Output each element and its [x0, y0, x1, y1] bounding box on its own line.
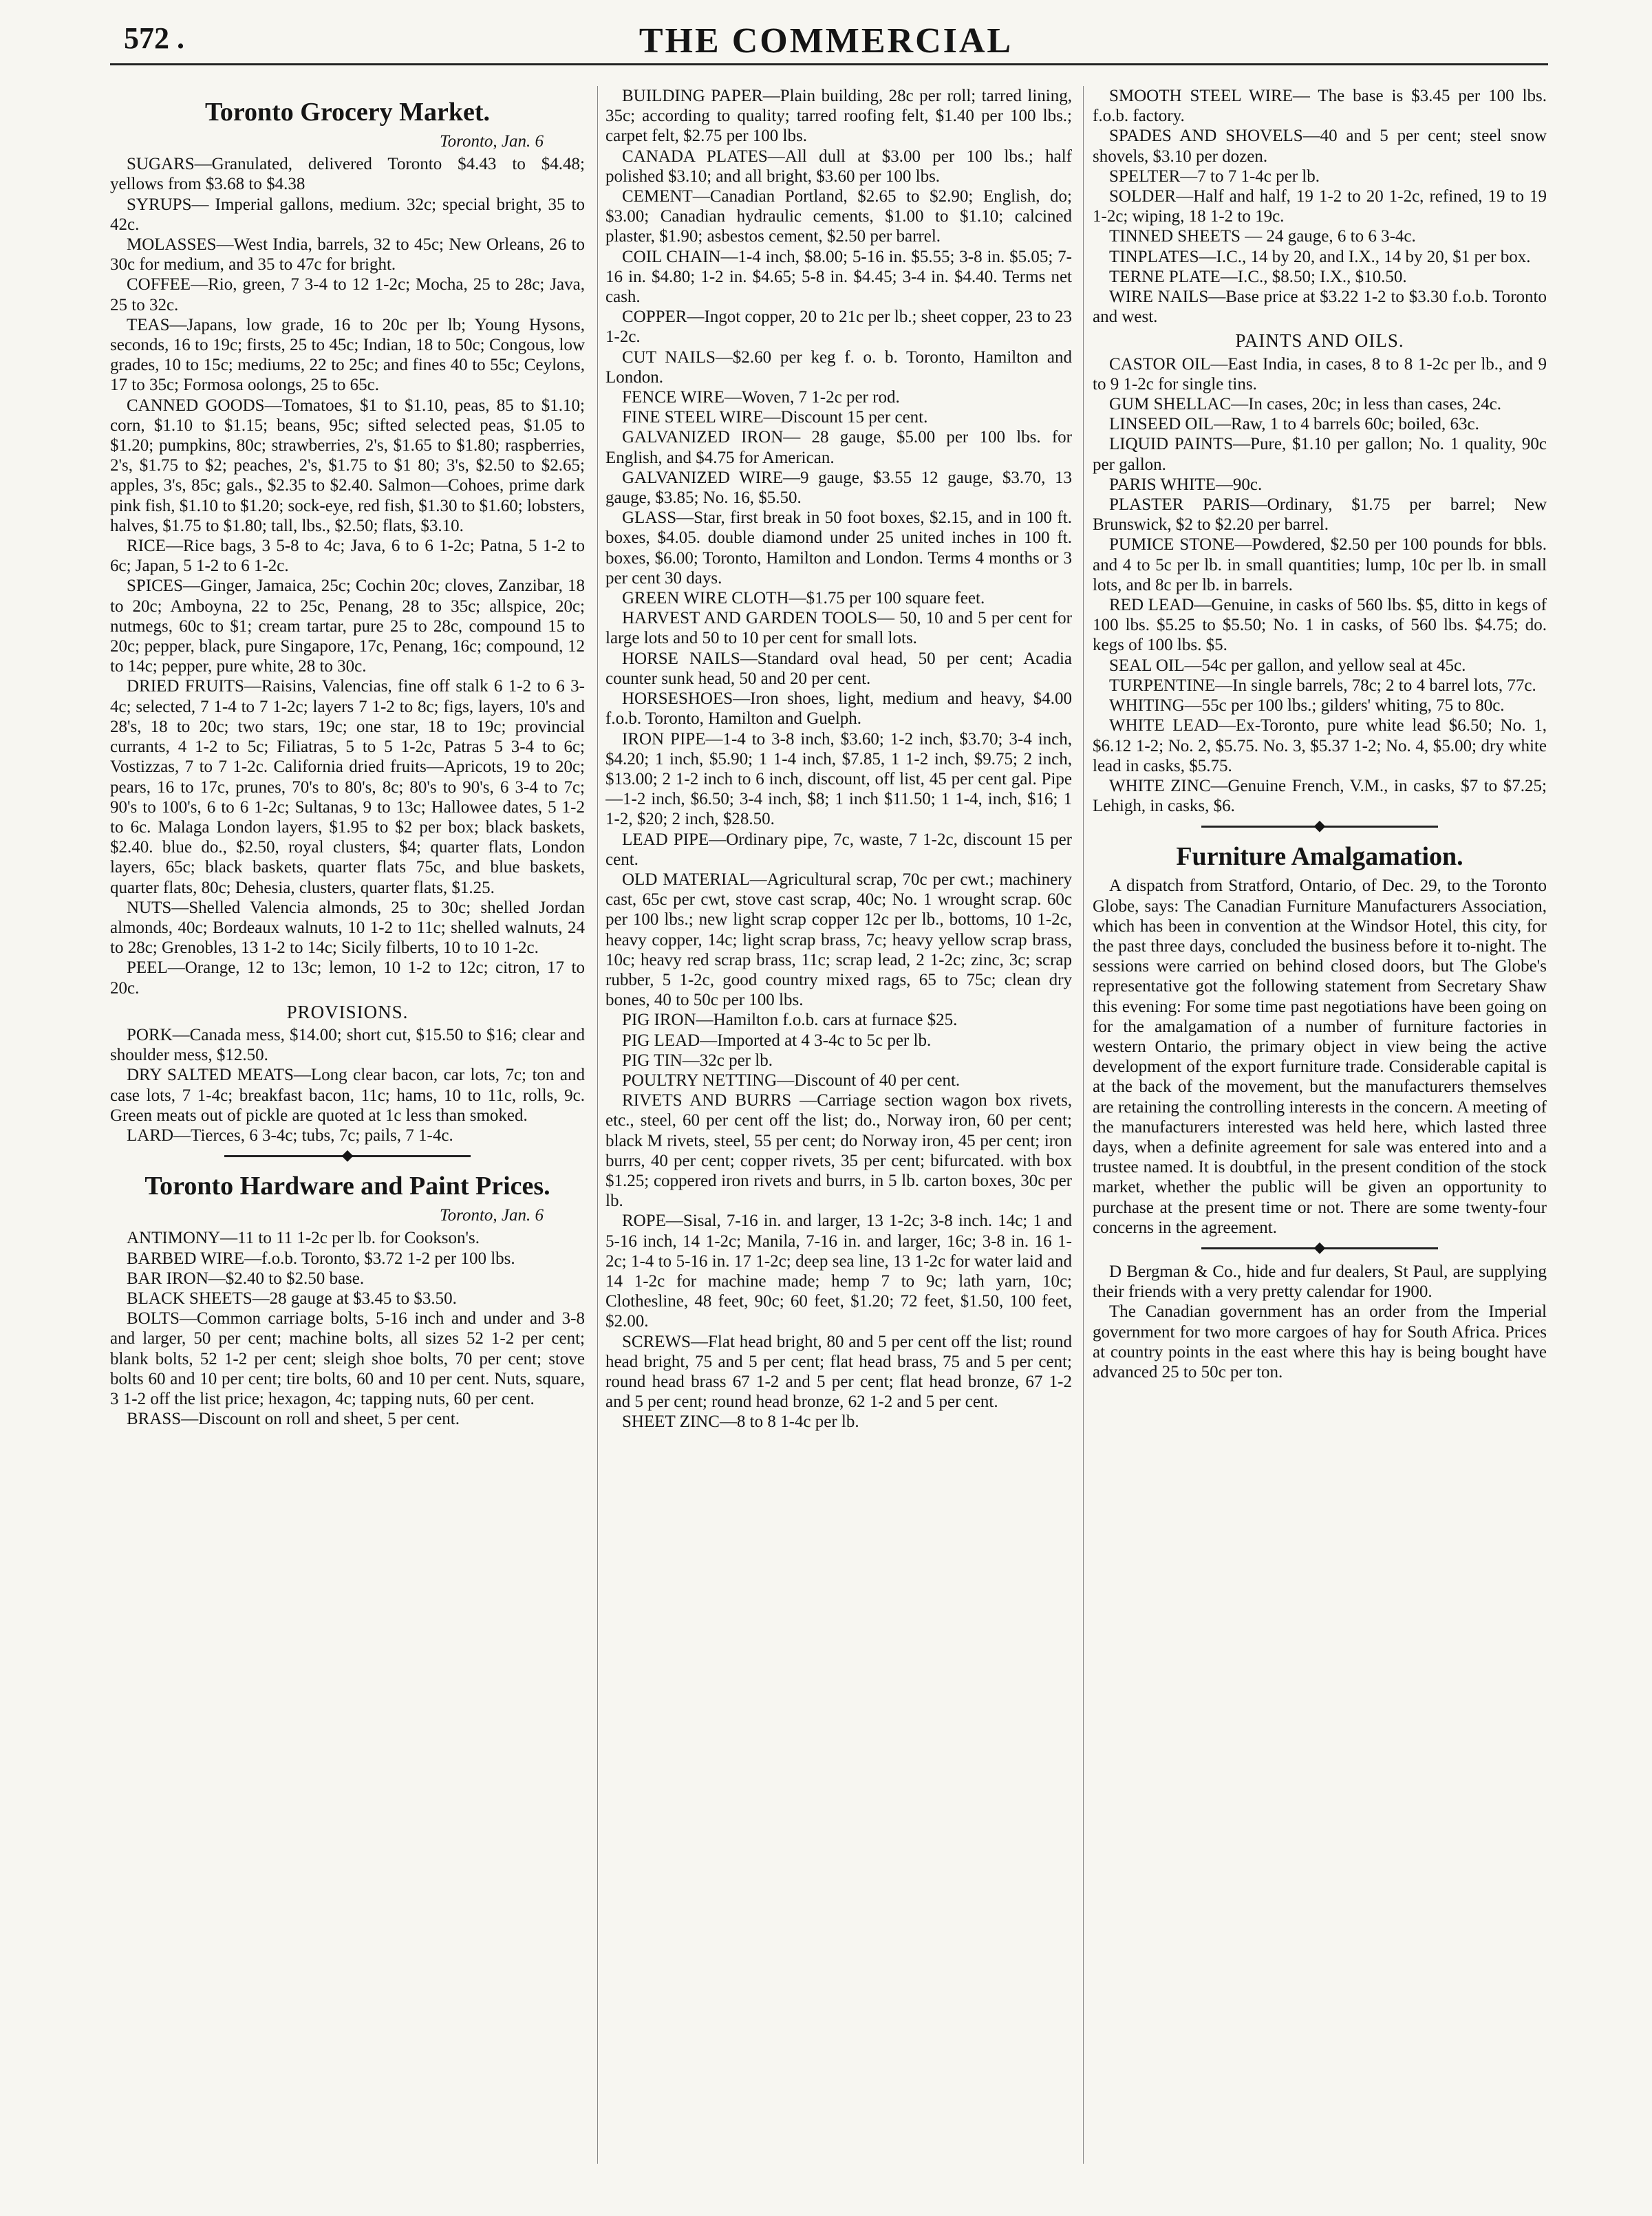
- price-item: SPICES—Ginger, Jamaica, 25c; Cochin 20c; cloves, Zanzibar, 18 to 20c; Amboyna, 22 to 25c, Penang, 28 to 35c; allspice, 20c; nutmegs, 60c to $1; cream tartar, pure 25 to 28c, compound 15 to 20c; pepper, black, pure Singapore, 17c, Penang, 16c; compound, 12 to 14c; pepper, pure white, 28 to 30c.: [110, 577, 585, 676]
- section-separator: [224, 1155, 471, 1160]
- price-item: IRON PIPE—1-4 to 3-8 inch, $3.60; 1-2 inch, $3.70; 3-4 inch, $4.20; 1 inch, $5.90; 1 1-4 inch, $7.85, 1 1-2 inch, $9.75; 2 inch, $13.00; 2 1-2 inch to 6 inch, discount, off list, 45 per cent gal. Pipe—1-2 inch, $6.50; 3-4 inch, $8; 1 inch $11.50; 1 1-4, inch, $16; 1 1-2, $20; 2 inch, $28.50.: [605, 729, 1072, 829]
- price-item: CANNED GOODS—Tomatoes, $1 to $1.10, peas, 85 to $1.10; corn, $1.10 to $1.15; beans, 95c; sifted selected peas, $1.05 to $1.20; pumpkins, 80c; strawberries, 2's, $1.65 to $1.80; raspberries, 2's, $1.75 to $2; peaches, 2's, $1.75 to $1 80; 3's, $2.50 to $2.65; apples, 3's, 85c; gals., $2.35 to $2.40. Salmon—Cohoes, prime dark pink fish, $1.10 to $1.20; sock-eye, red fish, $1.30 to $1.60; lobsters, halves, $1.75 to $1.80; tall, lbs., $2.50; flats, $3.10.: [110, 396, 585, 535]
- price-item: HORSESHOES—Iron shoes, light, medium and heavy, $4.00 f.o.b. Toronto, Hamilton and Guelph.: [605, 689, 1072, 729]
- paints-oils-heading: PAINTS AND OILS.: [1235, 330, 1404, 352]
- price-item: SMOOTH STEEL WIRE— The base is $3.45 per 100 lbs. f.o.b. factory.: [1093, 87, 1547, 126]
- price-item: SPADES AND SHOVELS—40 and 5 per cent; steel snow shovels, $3.10 per dozen.: [1093, 127, 1547, 166]
- price-item: SEAL OIL—54c per gallon, and yellow seal at 45c.: [1109, 656, 1466, 675]
- price-item: RED LEAD—Genuine, in casks of 560 lbs. $5, ditto in kegs of 100 lbs. $5.25 to $5.50; No. 1 in casks, of 560 lbs. $4.75; do. kegs of 100 lbs. $5.: [1093, 596, 1547, 655]
- price-item: BRASS—Discount on roll and sheet, 5 per cent.: [127, 1410, 460, 1429]
- price-item: GLASS—Star, first break in 50 foot boxes, $2.15, and in 100 ft. boxes, $4.05. double diamond under 25 united inches in 100 ft. boxes, $6.00; Toronto, Hamilton and London. Terms 4 months or 3 per cent 30 days.: [605, 508, 1072, 588]
- price-item: SCREWS—Flat head bright, 80 and 5 per cent off the list; round head bright, 75 and 5 per cent; flat head brass, 75 and 5 per cent; round head brass 67 1-2 and 5 per cent; flat head bronze, 67 1-2 and 5 per cent; round head bronze, 62 1-2 and 5 per cent.: [605, 1332, 1072, 1412]
- price-item: GREEN WIRE CLOTH—$1.75 per 100 square feet.: [622, 589, 985, 608]
- price-item: TERNE PLATE—I.C., $8.50; I.X., $10.50.: [1109, 267, 1407, 286]
- column-divider: [597, 86, 598, 2164]
- price-item: PARIS WHITE—90c.: [1109, 475, 1263, 494]
- price-item: PIG LEAD—Imported at 4 3-4c to 5c per lb.: [622, 1031, 932, 1050]
- price-item: BARBED WIRE—f.o.b. Toronto, $3.72 1-2 per 100 lbs.: [127, 1249, 515, 1268]
- price-item: GUM SHELLAC—In cases, 20c; in less than cases, 24c.: [1109, 395, 1502, 414]
- hardware-price-list: [110, 1228, 585, 1429]
- hardware-price-list-continued: [1093, 86, 1547, 327]
- news-notes: [1093, 1262, 1547, 1382]
- furniture-article-body: A dispatch from Stratford, Ontario, of Dec. 29, to the Toronto Globe, says: The Canadian Furniture Manufacturers Association, which has been in convention at the Windsor Hotel, this city, for the past three days, concluded the business before it to-night. The sessions were carried on behind closed doors, but The Globe's representative got the following statement from Secretary Shaw this evening: For some time past negotiations have been going on for the amalgamation of a number of furniture factories in western Ontario, the primary object in view being the active development of the export furniture trade. Considerable capital is at the back of the movement, but the manufacturers themselves are retaining the controlling interests in the concern. A meeting of the manufacturers interested was held here, which lasted three days, when a definite agreement for sale was entered into and a trustee named. It is doubtful, in the present condition of the stock market, whether the public will be given an opportunity to purchase at the present time or not. There are some twenty-four concerns in the agreement.: [1093, 876, 1547, 1237]
- column-3: [1093, 86, 1547, 2191]
- price-item: COPPER—Ingot copper, 20 to 21c per lb.; sheet copper, 23 to 23 1-2c.: [605, 308, 1072, 347]
- hardware-prices-heading: Toronto Hardware and Paint Prices.: [144, 1172, 550, 1201]
- hardware-price-list-continued: [605, 86, 1072, 1432]
- price-item: D Bergman & Co., hide and fur dealers, St Paul, are supplying their friends with a very pretty calendar for 1900.: [1093, 1262, 1547, 1302]
- price-item: RIVETS AND BURRS —Carriage section wagon box rivets, etc., steel, 60 per cent off the list; do., Norway iron, 60 per cent; black M rivets, steel, 55 per cent; do Norway iron, 45 per cent; iron burrs, 40 per cent; copper rivets, 35 per cent; bifurcated. with box $1.25; coppered iron rivets and burrs, in 5 lb. carton boxes, 30c per lb.: [605, 1091, 1072, 1211]
- paints-oils-price-list: [1093, 354, 1547, 817]
- price-item: FINE STEEL WIRE—Discount 15 per cent.: [622, 408, 928, 427]
- provisions-price-list: [110, 1025, 585, 1145]
- price-item: TEAS—Japans, low grade, 16 to 20c per lb; Young Hysons, seconds, 16 to 19c; firsts, 25 to 45c; Indian, 18 to 50c; Congous, low grades, 10 to 15c; mediums, 22 to 25c; and fines 40 to 55c; Ceylons, 17 to 35c; Formosa oolongs, 25 to 65c.: [110, 315, 585, 395]
- price-item: OLD MATERIAL—Agricultural scrap, 70c per cwt.; machinery cast, 65c per cwt, stove cast scrap, 40c; No. 1 wrought scrap. 60c per 100 lbs.; new light scrap copper 12c per lb., bottoms, 10 1-2c, heavy copper, 14c; light scrap brass, 7c; heavy yellow scrap brass, 10c; heavy red scrap brass, 11c; scrap lead, 2 1-2c; zinc, 3c; scrap rubber, 5 1-2c, good country mixed rags, 65 to 75c; clean dry bones, 40 to 50c per 100 lbs.: [605, 870, 1072, 1010]
- column-divider: [1083, 86, 1084, 2164]
- price-item: GALVANIZED WIRE—9 gauge, $3.55 12 gauge, $3.70, 13 gauge, $3.85; No. 16, $5.50.: [605, 468, 1072, 508]
- price-item: BLACK SHEETS—28 gauge at $3.45 to $3.50.: [127, 1289, 457, 1308]
- price-item: BOLTS—Common carriage bolts, 5-16 inch and under and 3-8 and larger, 50 per cent; machine bolts, all sizes 52 1-2 per cent; blank bolts, 52 1-2 per cent; sleigh shoe bolts, 70 per cent; stove bolts 60 and 10 per cent; tire bolts, 60 and 10 per cent. Nuts, square, 3 1-2 off the list price; hexagon, 4c; tapping nuts, 60 per cent.: [110, 1309, 585, 1408]
- price-item: LARD—Tierces, 6 3-4c; tubs, 7c; pails, 7 1-4c.: [127, 1126, 453, 1145]
- price-item: TURPENTINE—In single barrels, 78c; 2 to 4 barrel lots, 77c.: [1109, 676, 1536, 695]
- provisions-heading: PROVISIONS.: [286, 1001, 409, 1022]
- price-item: ANTIMONY—11 to 11 1-2c per lb. for Cookson's.: [127, 1229, 480, 1248]
- price-item: HORSE NAILS—Standard oval head, 50 per cent; Acadia counter sunk head, 50 and 20 per cent.: [605, 649, 1072, 688]
- price-item: PIG TIN—32c per lb.: [622, 1051, 773, 1070]
- page-number: 572 .: [124, 21, 184, 55]
- price-item: PLASTER PARIS—Ordinary, $1.75 per barrel; New Brunswick, $2 to $2.20 per barrel.: [1093, 495, 1547, 535]
- price-item: POULTRY NETTING—Discount of 40 per cent.: [622, 1071, 961, 1090]
- section-separator: [1201, 826, 1437, 830]
- price-item: NUTS—Shelled Valencia almonds, 25 to 30c; shelled Jordan almonds, 40c; Bordeaux walnuts, 10 1-2 to 11c; shelled walnuts, 24 to 28c; Grenobles, 13 1-2 to 14c; Sicily filberts, 10 to 10 1-2c.: [110, 898, 585, 958]
- header-rule: [110, 63, 1548, 65]
- price-item: FENCE WIRE—Woven, 7 1-2c per rod.: [622, 388, 900, 407]
- price-item: LINSEED OIL—Raw, 1 to 4 barrels 60c; boiled, 63c.: [1109, 415, 1479, 434]
- price-item: SUGARS—Granulated, delivered Toronto $4.43 to $4.48; yellows from $3.68 to $4.38: [110, 155, 585, 194]
- price-item: LIQUID PAINTS—Pure, $1.10 per gallon; No. 1 quality, 90c per gallon.: [1093, 435, 1547, 474]
- column-2: [605, 86, 1072, 2191]
- price-item: TINNED SHEETS — 24 gauge, 6 to 6 3-4c.: [1109, 227, 1416, 246]
- price-item: DRIED FRUITS—Raisins, Valencias, fine off stalk 6 1-2 to 6 3-4c; selected, 7 1-4 to 7 1-2c; layers 7 1-2 to 8c; figs, layers, 10's and 28's, 18 to 20c; two stars, 19c; one star, 18 to 19c; provincial currants, 4 1-2 to 5c; Filiatras, 5 to 5 1-2c, Patras 5 3-4 to 6c; Vostizzas, 7 to 7 1-2c. California dried fruits—Apricots, 19 to 20c; pears, 16 to 17c, prunes, 70's to 80's, 8c; 80's to 90's, 6 3-4 to 7c; 90's to 100's, 6 to 6 1-2c; Sultanas, 9 to 13c; Hallowee dates, 5 1-2 to 6c. Malaga London layers, $1.95 to $2 per box; black baskets, $2.40. blue do., $2.50, royal clusters, $4; quarter flats, London layers, 65c; black baskets, quarter flats 75c, and blue baskets, quarter flats, 80c; Dehesia, clusters, quarter flats, $1.25.: [110, 677, 585, 897]
- price-item: MOLASSES—West India, barrels, 32 to 45c; New Orleans, 26 to 30c for medium, and 35 to 47c for bright.: [110, 235, 585, 275]
- price-item: SYRUPS— Imperial gallons, medium. 32c; special bright, 35 to 42c.: [110, 195, 585, 234]
- publication-title: THE COMMERCIAL: [639, 21, 1013, 61]
- price-item: WHITE LEAD—Ex-Toronto, pure white lead $6.50; No. 1, $6.12 1-2; No. 2, $5.75. No. 3, $5.37 1-2; No. 4, $5.00; dry white lead in casks, $5.75.: [1093, 716, 1547, 775]
- price-item: The Canadian government has an order from the Imperial government for two more cargoes of hay for South Africa. Prices at country points in the east where this hay is being bought have advanced 25 to 50c per ton.: [1093, 1302, 1547, 1381]
- price-item: RICE—Rice bags, 3 5-8 to 4c; Java, 6 to 6 1-2c; Patna, 5 1-2 to 6c; Japan, 5 1-2 to 6 1-2c.: [110, 537, 585, 576]
- price-item: WHITE ZINC—Genuine French, V.M., in casks, $7 to $7.25; Lehigh, in casks, $6.: [1093, 776, 1547, 816]
- price-item: CUT NAILS—$2.60 per keg f. o. b. Toronto, Hamilton and London.: [605, 347, 1072, 387]
- grocery-dateline: Toronto, Jan. 6: [440, 132, 544, 151]
- price-item: WHITING—55c per 100 lbs.; gilders' whiting, 75 to 80c.: [1109, 696, 1505, 716]
- price-item: BAR IRON—$2.40 to $2.50 base.: [127, 1269, 365, 1288]
- price-item: SOLDER—Half and half, 19 1-2 to 20 1-2c, refined, 19 to 19 1-2c; wiping, 18 1-2 to 19c.: [1093, 187, 1547, 226]
- column-1: [110, 86, 585, 2191]
- price-item: WIRE NAILS—Base price at $3.22 1-2 to $3.30 f.o.b. Toronto and west.: [1093, 288, 1547, 327]
- price-item: CASTOR OIL—East India, in cases, 8 to 8 1-2c per lb., and 9 to 9 1-2c for single tins.: [1093, 354, 1547, 394]
- grocery-price-list: [110, 154, 585, 998]
- price-item: PUMICE STONE—Powdered, $2.50 per 100 pounds for bbls. and 4 to 5c per lb. in small quantities; lump, 10c per lb. in small lots, and 8c per lb. in barrels.: [1093, 535, 1547, 594]
- price-item: COIL CHAIN—1-4 inch, $8.00; 5-16 in. $5.55; 3-8 in. $5.05; 7-16 in. $4.80; 1-2 in. $4.65; 5-8 in. $4.45; 3-4 in. $4.40. Terms net cash.: [605, 247, 1072, 307]
- hardware-dateline: Toronto, Jan. 6: [440, 1206, 544, 1225]
- price-item: COFFEE—Rio, green, 7 3-4 to 12 1-2c; Mocha, 25 to 28c; Java, 25 to 32c.: [110, 275, 585, 314]
- price-item: DRY SALTED MEATS—Long clear bacon, car lots, 7c; ton and case lots, 7 1-4c; breakfast bacon, 11c; hams, 10 to 11c, rolls, 9c. Green meats out of pickle are quoted at 1c less than smoked.: [110, 1066, 585, 1125]
- price-item: TINPLATES—I.C., 14 by 20, and I.X., 14 by 20, $1 per box.: [1109, 247, 1531, 266]
- price-item: GALVANIZED IRON— 28 gauge, $5.00 per 100 lbs. for English, and $4.75 for American.: [605, 428, 1072, 467]
- price-item: CANADA PLATES—All dull at $3.00 per 100 lbs.; half polished $3.10; and all bright, $3.60 per 100 lbs.: [605, 147, 1072, 186]
- price-item: LEAD PIPE—Ordinary pipe, 7c, waste, 7 1-2c, discount 15 per cent.: [605, 830, 1072, 869]
- furniture-amalgamation-heading: Furniture Amalgamation.: [1176, 842, 1463, 872]
- price-item: CEMENT—Canadian Portland, $2.65 to $2.90; English, do; $3.00; Canadian hydraulic cements, $1.00 to $1.10; calcined plaster, $1.90; asbestos cement, $2.50 per barrel.: [605, 187, 1072, 246]
- price-item: HARVEST AND GARDEN TOOLS— 50, 10 and 5 per cent for large lots and 50 to 10 per cent for small lots.: [605, 609, 1072, 648]
- grocery-market-heading: Toronto Grocery Market.: [204, 98, 491, 127]
- price-item: ROPE—Sisal, 7-16 in. and larger, 13 1-2c; 3-8 inch. 14c; 1 and 5-16 inch, 14 1-2c; Manila, 7-16 in. and larger, 16c; 3-8 in. 16 1-2c; 1-4 to 5-16 in. 17 1-2c; deep sea line, 13 1-2c for water laid and 14 1-2c for machine made; hemp 7 to 9c; lath yarn, 10c; Clothesline, 48 feet, 90c; 60 feet, $1.20; 72 feet, $1.50, 100 feet, $2.00.: [605, 1212, 1072, 1331]
- price-item: BUILDING PAPER—Plain building, 28c per roll; tarred lining, 35c; according to quality; tarred roofing felt, $1.40 per 100 lbs.; carpet felt, $2.75 per 100 lbs.: [605, 87, 1072, 146]
- price-item: PEEL—Orange, 12 to 13c; lemon, 10 1-2 to 12c; citron, 17 to 20c.: [110, 958, 585, 998]
- price-item: PORK—Canada mess, $14.00; short cut, $15.50 to $16; clear and shoulder mess, $12.50.: [110, 1025, 585, 1065]
- price-item: SHEET ZINC—8 to 8 1-4c per lb.: [622, 1412, 859, 1432]
- price-item: PIG IRON—Hamilton f.o.b. cars at furnace $25.: [622, 1011, 958, 1030]
- page-header: [0, 21, 1652, 69]
- section-separator: [1201, 1247, 1437, 1252]
- price-item: SPELTER—7 to 7 1-4c per lb.: [1109, 166, 1320, 186]
